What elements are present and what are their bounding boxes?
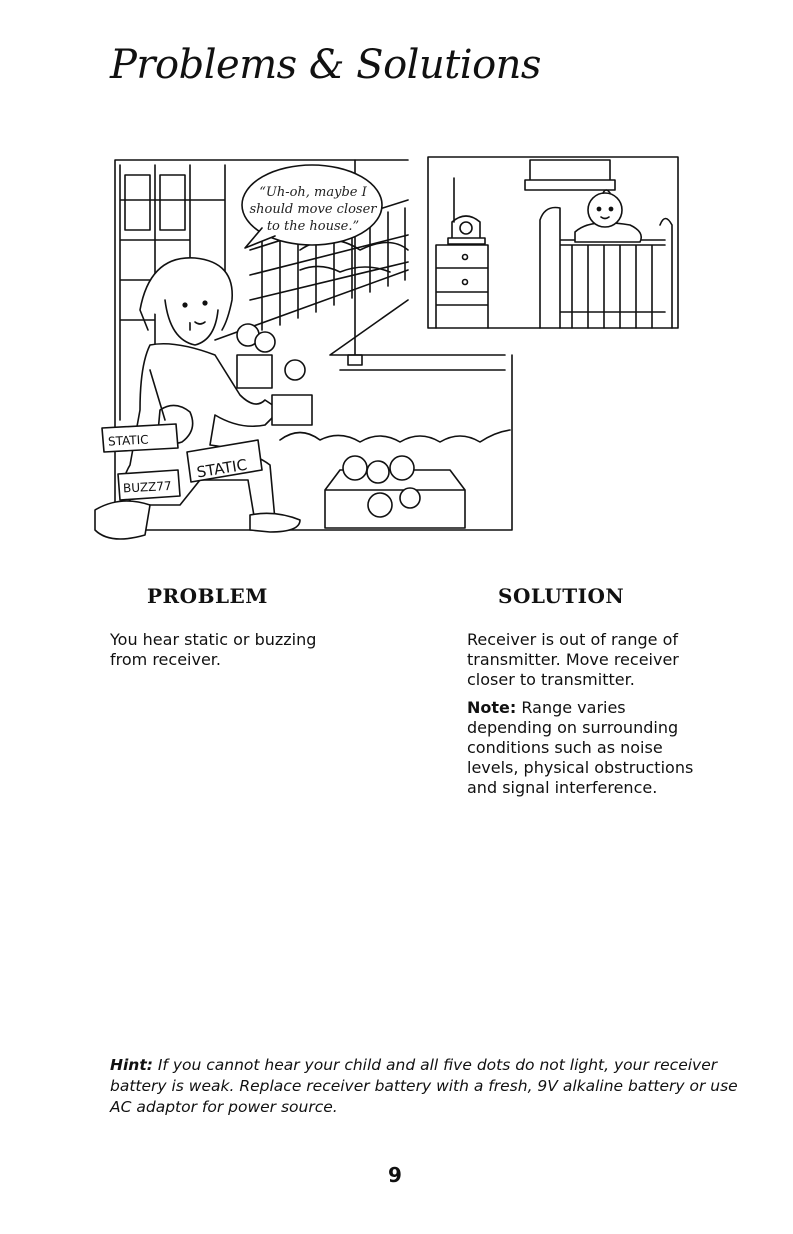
woman-hair xyxy=(140,258,232,330)
page-title: Problems & Solutions xyxy=(110,42,541,88)
problem-text: You hear static or buzzing from receiver. xyxy=(110,630,317,669)
solution-column xyxy=(467,630,712,806)
speech-bubble-text: “Uh-oh, maybe I should move closer to the house.” xyxy=(249,185,377,234)
note-label: Note: xyxy=(467,698,517,717)
solution-text: Receiver is out of range of transmitter. Move receiver closer to transmitter. xyxy=(467,630,679,689)
nursery-window xyxy=(525,160,615,190)
note-text: Range varies depending on surrounding conditions such as noise levels, physical obstructions and signal interference. xyxy=(467,698,694,797)
sound-label-static-2: STATIC xyxy=(195,455,249,482)
illustration xyxy=(0,0,793,560)
page-number: 9 xyxy=(388,1163,402,1187)
solution-heading: SOLUTION xyxy=(498,584,625,608)
solution-note xyxy=(467,698,712,798)
sound-label-buzz: BUZZ77 xyxy=(122,478,172,496)
hint-label: Hint: xyxy=(110,1056,153,1074)
hint-paragraph xyxy=(110,1055,740,1118)
grass xyxy=(280,430,510,442)
problem-column xyxy=(110,630,350,678)
hint-text: If you cannot hear your child and all five dots do not light, your receiver battery is weak. Replace receiver battery with a fresh, 9V alkaline battery or use AC adaptor for power source. xyxy=(110,1056,738,1116)
baby-head xyxy=(588,193,622,227)
sound-label-static-1: STATIC xyxy=(107,432,149,449)
problem-heading: PROBLEM xyxy=(147,584,268,608)
